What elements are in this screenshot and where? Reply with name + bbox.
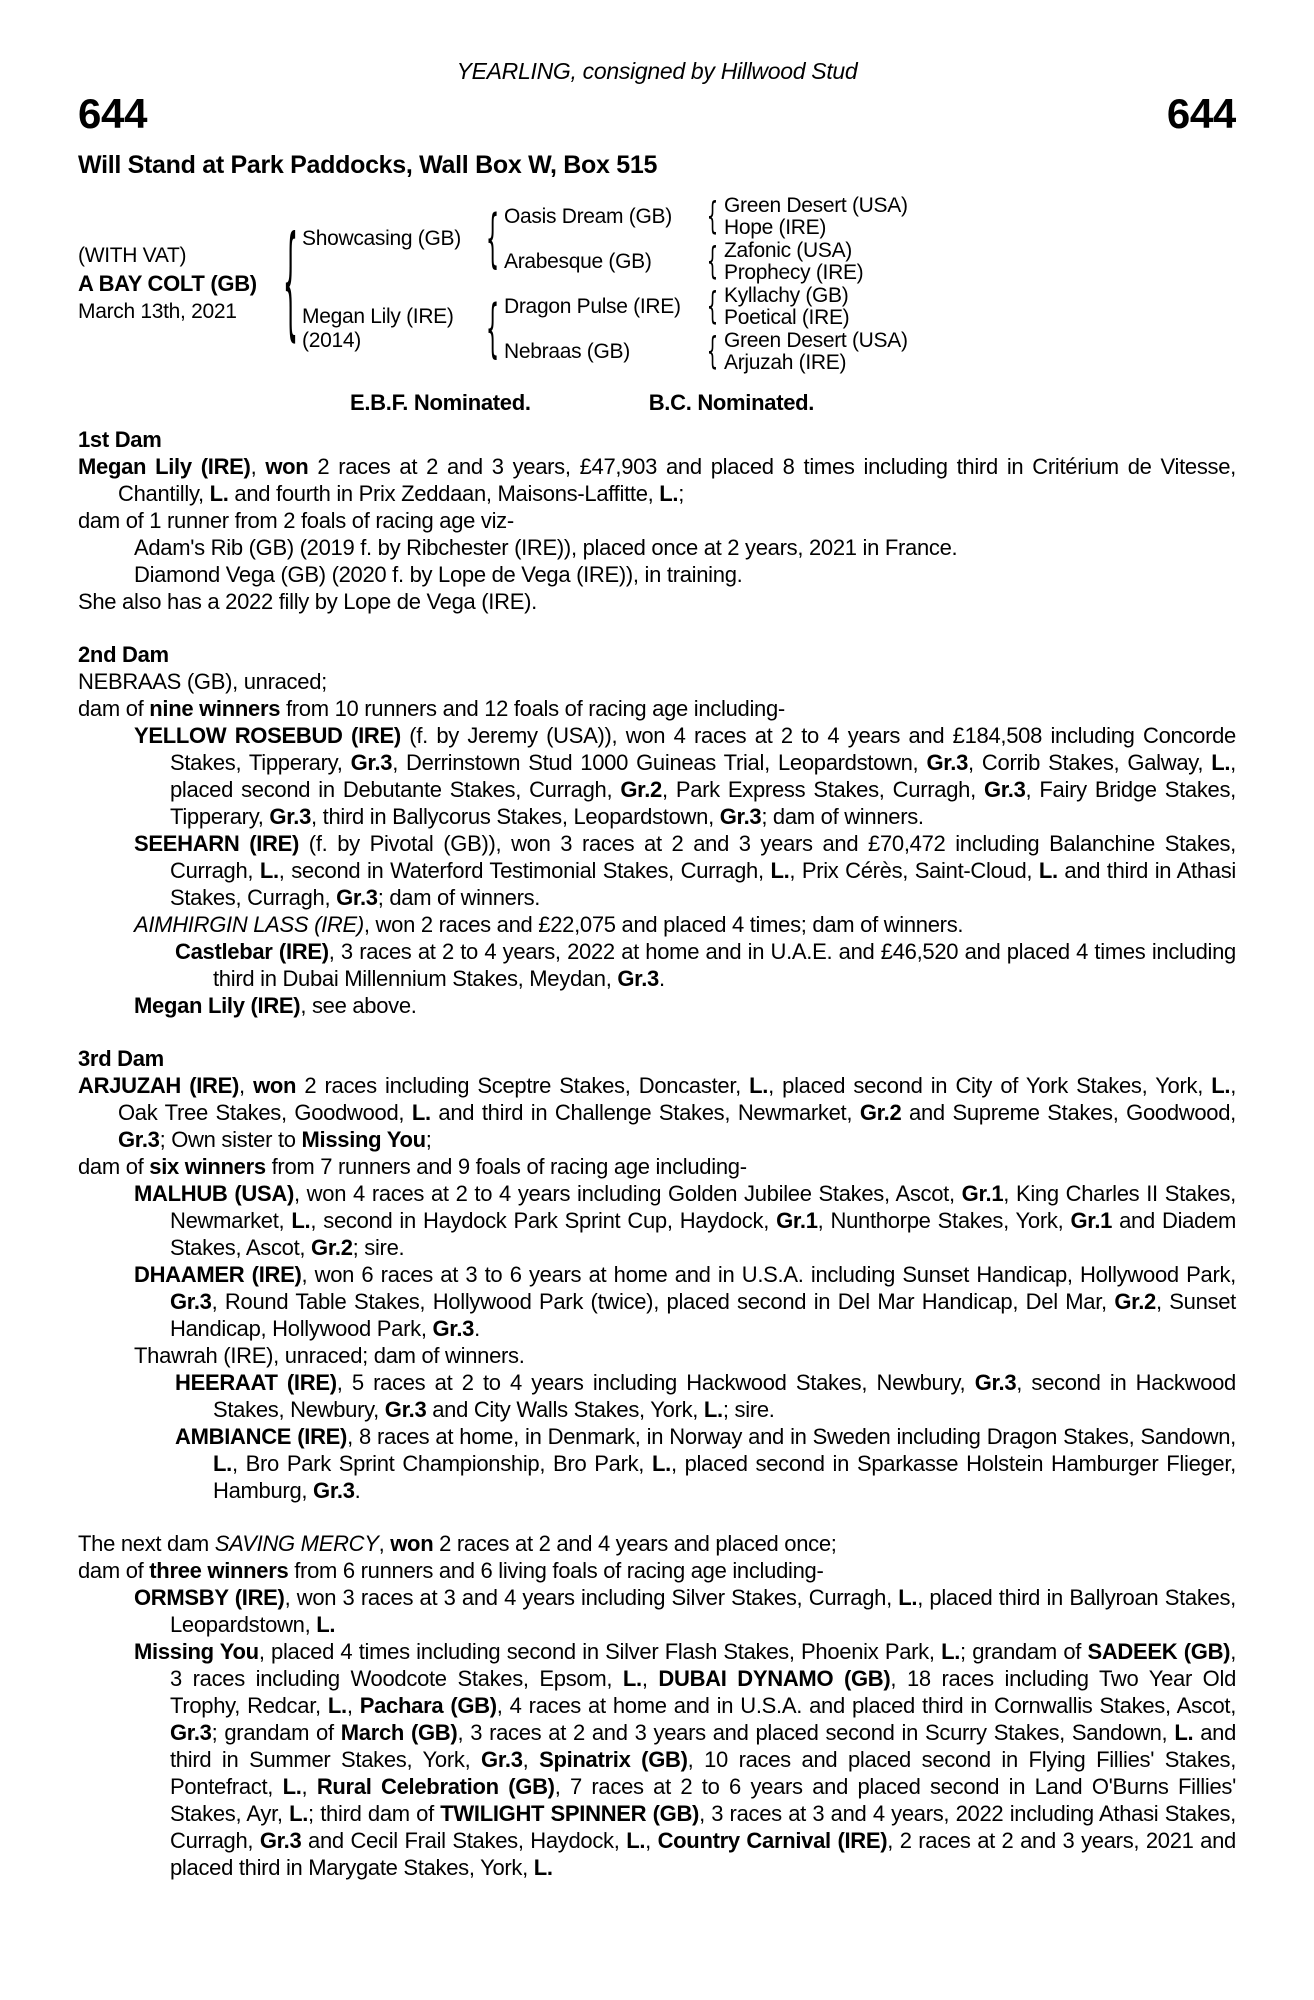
section-spacer — [78, 615, 1236, 641]
catalogue-paragraph: dam of nine winners from 10 runners and 12 foals of racing age including- — [78, 696, 785, 721]
dam-dam-branch — [504, 329, 908, 374]
pedigree-brace-icon: { — [485, 292, 499, 366]
catalogue-paragraph: dam of 1 runner from 2 foals of racing age viz- — [78, 508, 514, 533]
lot-number-row — [78, 90, 1236, 137]
sire-parents-column — [504, 194, 908, 284]
sire-dam-name: Arabesque (GB) — [504, 249, 652, 273]
catalogue-paragraph: ARJUZAH (IRE), won 2 races including Sceptre Stakes, Doncaster, L., placed second in City of York Stakes, York, L., Oak Tree Stakes, Goodwood, L. and third in Challenge Stakes, Newmarket, Gr.2 and Supreme Stakes, Goodwood, Gr.3; Own sister to Missing You; — [78, 1073, 1237, 1152]
ancestor-pair — [724, 239, 863, 284]
section-spacer — [78, 1019, 1236, 1045]
ancestor-name: Green Desert (USA) — [724, 193, 908, 217]
pedigree-table — [78, 194, 1236, 374]
dam-section-heading: 2nd Dam — [78, 642, 169, 667]
catalogue-text — [78, 426, 1236, 1881]
catalogue-paragraph: MALHUB (USA), won 4 races at 2 to 4 years including Golden Jubilee Stakes, Ascot, Gr.1, King Charles II Stakes, Newmarket, L., second in Haydock Park Sprint Cup, Haydock, Gr.1, Nunthorpe Stakes, York, Gr.1 and Diadem Stakes, Ascot, Gr.2; sire. — [134, 1181, 1236, 1260]
catalogue-paragraph: Thawrah (IRE), unraced; dam of winners. — [134, 1343, 525, 1368]
catalogue-paragraph: Megan Lily (IRE), see above. — [134, 993, 417, 1018]
sire-name: Showcasing (GB) — [302, 227, 461, 250]
sire-sire-name: Oasis Dream (GB) — [504, 204, 672, 228]
dam-section-heading: 3rd Dam — [78, 1046, 164, 1071]
bc-nomination: B.C. Nominated. — [648, 390, 815, 415]
horse-description: A BAY COLT (GB) — [78, 271, 257, 296]
catalogue-paragraph: AIMHIRGIN LASS (IRE), won 2 races and £22,075 and placed 4 times; dam of winners. — [134, 912, 964, 937]
catalogue-paragraph: Castlebar (IRE), 3 races at 2 to 4 years, 2022 at home and in U.A.E. and £46,520 and placed 4 times including third in Dubai Millennium Stakes, Meydan, Gr.3. — [175, 939, 1236, 991]
nominations-row — [350, 390, 1236, 416]
generation-1-column — [302, 194, 908, 374]
pedigree-brace-icon: { — [485, 202, 499, 276]
catalogue-paragraph: SEEHARN (IRE) (f. by Pivotal (GB)), won 3 races at 2 and 3 years and £70,472 including Balanchine Stakes, Curragh, L., second in Waterford Testimonial Stakes, Curragh, L., Prix Cérès, Saint-Cloud, L. and third in Athasi Stakes, Curragh, Gr.3; dam of winners. — [134, 831, 1236, 910]
dam-dam-name: Nebraas (GB) — [504, 339, 630, 363]
pedigree-brace-icon: { — [706, 239, 718, 284]
catalogue-paragraph: ORMSBY (IRE), won 3 races at 3 and 4 years including Silver Stakes, Curragh, L., placed third in Ballyroan Stakes, Leopardstown, L. — [134, 1585, 1236, 1637]
dam-branch — [302, 284, 908, 374]
catalogue-paragraph: Megan Lily (IRE), won 2 races at 2 and 3 years, £47,903 and placed 8 times including third in Critérium de Vitesse, Chantilly, L. and fourth in Prix Zeddaan, Maisons-Laffitte, L.; — [78, 454, 1236, 506]
ancestor-pair — [724, 284, 849, 329]
catalogue-paragraph: DHAAMER (IRE), won 6 races at 3 to 6 years at home and in U.S.A. including Sunset Handicap, Hollywood Park, Gr.3, Round Table Stakes, Hollywood Park (twice), placed second in Del Mar Handicap, Del Mar, Gr.2, Sunset Handicap, Hollywood Park, Gr.3. — [134, 1262, 1236, 1341]
ancestor-name: Prophecy (IRE) — [724, 260, 864, 284]
catalogue-paragraph: NEBRAAS (GB), unraced; — [78, 669, 327, 694]
ancestor-name: Poetical (IRE) — [724, 305, 850, 329]
catalogue-paragraph: She also has a 2022 filly by Lope de Vega (IRE). — [78, 589, 537, 614]
catalogue-paragraph: dam of three winners from 6 runners and 6 living foals of racing age including- — [78, 1558, 824, 1583]
dam-sire-branch — [504, 284, 908, 329]
ancestor-name: Zafonic (USA) — [724, 238, 852, 262]
ancestor-pair — [724, 194, 908, 239]
dam-sire-name: Dragon Pulse (IRE) — [504, 294, 681, 318]
consignor-line: YEARLING, consigned by Hillwood Stud — [456, 58, 858, 84]
vat-status: (WITH VAT) — [78, 244, 187, 267]
ancestor-name: Arjuzah (IRE) — [724, 350, 847, 374]
catalogue-paragraph: AMBIANCE (IRE), 8 races at home, in Denmark, in Norway and in Sweden including Dragon Stakes, Sandown, L., Bro Park Sprint Championship, Bro Park, L., placed second in Sparkasse Holstein Hamburger Flieger, Hamburg, Gr.3. — [175, 1424, 1236, 1503]
dam-parents-column — [504, 284, 908, 374]
catalogue-paragraph: Adam's Rib (GB) (2019 f. by Ribchester (IRE)), placed once at 2 years, 2021 in France. — [134, 535, 958, 560]
ancestor-name: Kyllachy (GB) — [724, 283, 849, 307]
pedigree-brace-icon: { — [706, 329, 718, 374]
catalogue-paragraph: HEERAAT (IRE), 5 races at 2 to 4 years including Hackwood Stakes, Newbury, Gr.3, second in Hackwood Stakes, Newbury, Gr.3 and City Walls Stakes, York, L.; sire. — [175, 1370, 1236, 1422]
catalogue-paragraph: YELLOW ROSEBUD (IRE) (f. by Jeremy (USA)), won 4 races at 2 to 4 years and £184,508 including Concorde Stakes, Tipperary, Gr.3, Derrinstown Stud 1000 Guineas Trial, Leopardstown, Gr.3, Corrib Stakes, Galway, L., placed second in Debutante Stakes, Curragh, Gr.2, Park Express Stakes, Curragh, Gr.3, Fairy Bridge Stakes, Tipperary, Gr.3, third in Ballycorus Stakes, Leopardstown, Gr.3; dam of winners. — [134, 723, 1236, 829]
dam-section-heading: 1st Dam — [78, 427, 162, 452]
ebf-nomination: E.B.F. Nominated. — [350, 390, 531, 415]
catalogue-paragraph: dam of six winners from 7 runners and 9 foals of racing age including- — [78, 1154, 747, 1179]
sire-sire-branch — [504, 194, 908, 239]
ancestor-name: Hope (IRE) — [724, 215, 827, 239]
ancestor-pair — [724, 329, 908, 374]
stand-location: Will Stand at Park Paddocks, Wall Box W, Box 515 — [78, 151, 658, 179]
pedigree-brace-icon: { — [706, 194, 718, 239]
pedigree-brace-icon: { — [706, 284, 718, 329]
ancestor-name: Green Desert (USA) — [724, 328, 908, 352]
pedigree-brace-icon: { — [282, 212, 298, 356]
catalogue-paragraph: Diamond Vega (GB) (2020 f. by Lope de Vega (IRE)), in training. — [134, 562, 743, 587]
sire-dam-branch — [504, 239, 908, 284]
section-spacer — [78, 1504, 1236, 1530]
colt-details — [78, 194, 278, 374]
dam-name: Megan Lily (IRE) (2014) — [302, 284, 480, 374]
catalogue-paragraph: The next dam SAVING MERCY, won 2 races at 2 and 4 years and placed once; — [78, 1531, 837, 1556]
foaling-date: March 13th, 2021 — [78, 300, 237, 323]
lot-number-right: 644 — [1166, 90, 1236, 137]
lot-number-left: 644 — [78, 90, 148, 137]
dam-year: (2014) — [302, 329, 361, 352]
catalogue-paragraph: Missing You, placed 4 times including second in Silver Flash Stakes, Phoenix Park, L.; grandam of SADEEK (GB), 3 races including Woodcote Stakes, Epsom, L., DUBAI DYNAMO (GB), 18 races including Two Year Old Trophy, Redcar, L., Pachara (GB), 4 races at home and in U.S.A. and placed third in Cornwallis Stakes, Ascot, Gr.3; grandam of March (GB), 3 races at 2 and 3 years and placed second in Scurry Stakes, Sandown, L. and third in Summer Stakes, York, Gr.3, Spinatrix (GB), 10 races and placed second in Flying Fillies' Stakes, Pontefract, L., Rural Celebration (GB), 7 races at 2 to 6 years and placed second in Land O'Burns Fillies' Stakes, Ayr, L.; third dam of TWILIGHT SPINNER (GB), 3 races at 3 and 4 years, 2022 including Athasi Stakes, Curragh, Gr.3 and Cecil Frail Stakes, Haydock, L., Country Carnival (IRE), 2 races at 2 and 3 years, 2021 and placed third in Marygate Stakes, York, L. — [134, 1639, 1237, 1880]
sire-branch — [302, 194, 908, 284]
